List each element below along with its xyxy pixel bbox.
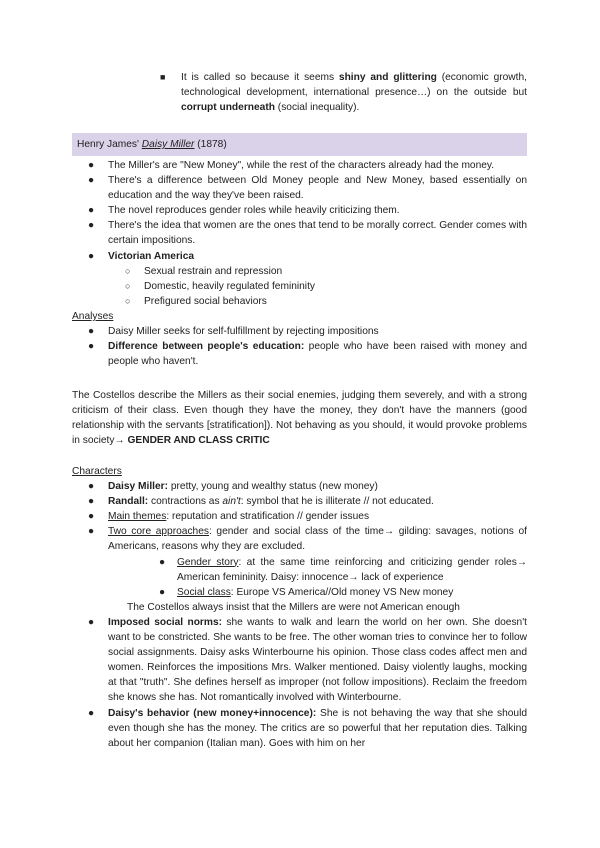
list-item: ● Difference between people's education: people who have been raised with money and people who haven't. <box>88 341 528 368</box>
sub-list-item: ○ Prefigured social behaviors <box>125 295 267 307</box>
list-item: ● Victorian America <box>88 250 195 262</box>
arrow-icon: → <box>114 435 125 447</box>
list-item: ● Imposed social norms: she wants to walk and learn the world on her own. She doesn't want to be constricted. She wants to be free. The other woman tries to convince her to follow social assignments. Daisy asks Winterbourne his opinion. Those class codes affect men and women. Reinforces the impositions Mrs. Walker mentioned. Daisy violently laughs, mocking at that "truth". She defines herself as improper (not follow impositions). Reclaim the freedom she knows she has. Not romantically involved with Winterbourne. <box>88 616 527 704</box>
arrow-icon: → <box>348 571 359 583</box>
note-line: The Costellos always insist that the Millers are were not American enough <box>127 601 460 613</box>
costellos-paragraph <box>72 388 527 448</box>
list-item: ● Daisy Miller: pretty, young and wealthy status (new money) <box>88 481 378 493</box>
sub-list-item: ○ Sexual restrain and repression <box>125 265 283 277</box>
characters-heading: Characters <box>72 466 122 477</box>
characters-section <box>72 464 527 751</box>
characters-list <box>72 479 527 751</box>
list-item: ● The novel reproduces gender roles while heavily criticizing them. <box>88 205 400 217</box>
list-item: ● Daisy's behavior (new money+innocence): She is not behaving the way that she should even though she has the money. The critics are so powerful that her reputation dies. Talking about her companion (Italian man). Goes with him on her <box>88 707 527 749</box>
list-item: ● The Miller's are "New Money", while the rest of the characters already had the money. <box>88 160 495 171</box>
list-item: ● Randall: contractions as ain't: symbol that he is illiterate // not educated. <box>88 496 434 508</box>
intro-bullet <box>72 70 527 115</box>
analyses-heading: Analyses <box>72 311 114 322</box>
list-item: ● There's a difference between Old Money people and New Money, based essentially on education and the way they've been raised. <box>88 175 527 202</box>
analyses-section <box>72 309 527 369</box>
sub-list-item: ● Gender story: at the same time reinforcing and criticizing gender roles→ American femininity. Daisy: innocence→ lack of experience <box>159 556 528 583</box>
paragraph-text: The Costellos describe the Millers as their social enemies, judging them severely, and with a strong criticism of their class. Even though they have the money, they don't have the manners (good relationship with the servants [stratification]). Not behaving as you should, it would provoke problems in society→ GENDER AND CLASS CRITIC <box>72 390 527 447</box>
square-bullet-icon: ■ <box>160 72 166 82</box>
list-item: ● Daisy Miller seeks for self-fulfillment by rejecting impositions <box>88 326 379 338</box>
list-item: ● There's the idea that women are the ones that tend to be morally correct. Gender comes with certain impositions. <box>88 220 527 247</box>
intro-bullet-text: It is called so because it seems shiny and glittering (economic growth, technological development, international presence…) on the outside but corrupt underneath (social inequality). <box>181 72 527 114</box>
section-title: Henry James' Daisy Miller (1878) <box>77 139 227 150</box>
analyses-list <box>72 324 527 369</box>
arrow-icon: → <box>516 556 528 568</box>
list-item: ● Main themes: reputation and stratification // gender issues <box>88 511 370 523</box>
sub-list-item: ● Social class: Europe VS America//Old money VS New money <box>159 586 454 598</box>
book-title: Daisy Miller <box>141 139 195 150</box>
section-header-band <box>72 133 527 156</box>
list-item: ● Two core approaches: gender and social class of the time→ gilding: savages, notions of Americans, reasons why they are excluded. <box>88 526 527 553</box>
main-list <box>72 158 527 309</box>
sub-list-item: ○ Domestic, heavily regulated femininity <box>125 280 315 292</box>
arrow-icon: → <box>383 526 395 538</box>
